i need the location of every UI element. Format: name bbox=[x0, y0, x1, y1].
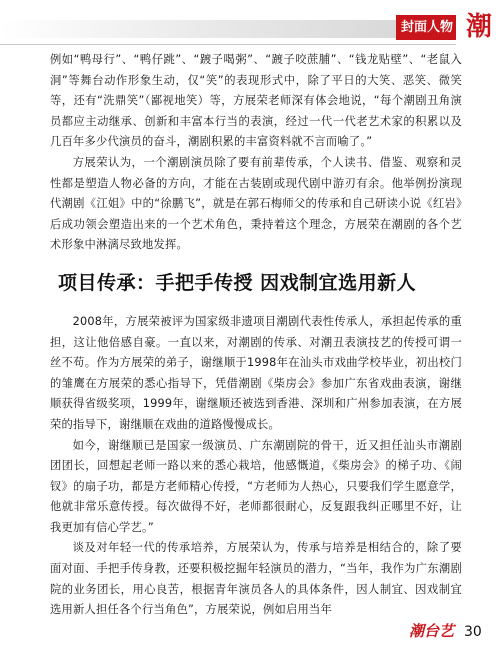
brand-logo-glyph: 潮 bbox=[465, 12, 492, 42]
paragraph-xie-jishun: 如今，谢继顺已是国家一级演员、广东潮剧院的骨干，近又担任汕头市潮剧团团长，回想起老师一路以来的悉心栽培，他感慨道，《柴房会》的梯子功、《闹钗》的扇子功，都是方老师精心传授，“方老师为人热心，只要我们学生愿意学，他就非常乐意传授。每次做得不好，老师都很耐心，反复跟我纠正哪里不好，让我更加有信心学艺。” bbox=[50, 438, 462, 534]
page-header bbox=[0, 0, 501, 48]
header-gray-strip bbox=[0, 20, 420, 38]
page-number: 30 bbox=[464, 624, 482, 640]
footer-logo: 潮台艺 bbox=[409, 622, 455, 640]
paragraph-role-study: 方展荣认为，一个潮剧演员除了要有前辈传承，个人读书、借鉴、观察和灵性都是塑造人物必备的方向，才能在古装剧或现代剧中游刃有余。他举例扮演现代潮剧《江姐》中的“徐鹏飞”，就是在郭石梅师父的传承和自己研读小说《红岩》后成功领会塑造出来的一个艺术角色，秉持着这个理念，方展荣在潮剧的各个艺术形象中淋漓尽致地发挥。 bbox=[50, 155, 462, 252]
header-divider bbox=[0, 44, 456, 45]
paragraph-intro: 例如“鸭母行”、“鸭仔跳”、“踱子喝粥”、“踱子咬蔗脯”、“钱龙贴壁”、“老鼠入洞”等舞台动作形象生动，仅“笑”的表现形式中，除了平日的大笑、恶笑、微笑等，还有“洗鼎笑”（鄙视地笑）等，方展荣老师深有体会地说，“每个潮剧丑角演员都应主动继承、创新和丰富本行当的表演，经过一代一代老艺术家的积累以及几百年多少代演员的奋斗，潮剧积累的丰富资料就不言而喻了。” bbox=[50, 53, 462, 149]
paragraph-inheritance-2008: 2008年，方展荣被评为国家级非遗项目潮剧代表性传承人，承担起传承的重担，这让他倍感自豪。一直以来，对潮剧的传承、对潮丑表演技艺的传授可谓一丝不苟。作为方展荣的弟子，谢继顺于1998年在汕头市戏曲学校毕业，初出校门的雏鹰在方展荣的悉心指导下，凭借潮剧《柴房会》参加广东省戏曲表演，谢继顺获得省级奖项，1999年，谢继顺还被选到香港、深圳和广州参加表演，在方展荣的指导下，谢继顺在戏曲的道路慢慢成长。 bbox=[50, 314, 462, 431]
paragraph-young-generation: 谈及对年轻一代的传承培养，方展荣认为，传承与培养是相结合的，除了要面对面、手把手传身教，还要积极挖掘年轻演员的潜力，“当年，我作为广东潮剧院的业务团长，用心良苦，根据青年演员各人的具体条件，因人制宜、因戏制宜选用新人担任各个行当角色”，方展荣说，例如启用当年 bbox=[50, 541, 462, 617]
section-heading: 项目传承：手把手传授 因戏制宜选用新人 bbox=[58, 271, 417, 294]
article-body bbox=[50, 50, 462, 621]
section-label: 封面人物 bbox=[400, 20, 453, 35]
